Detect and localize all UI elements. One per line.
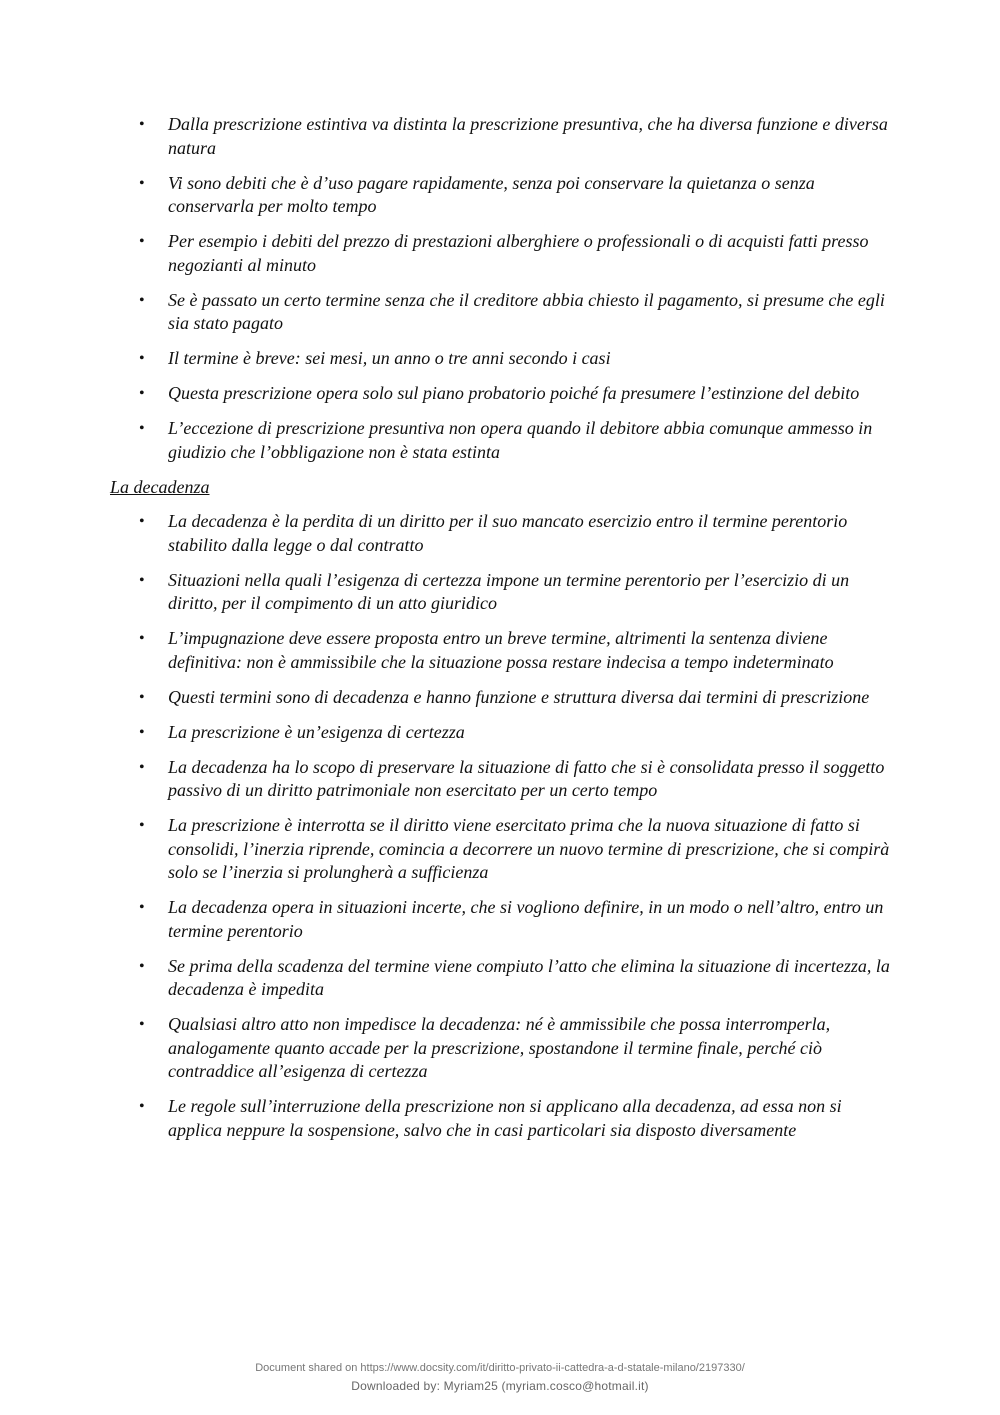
- list-item: [110, 510, 890, 557]
- list-item: [110, 955, 890, 1002]
- bullet-icon: •: [139, 1098, 145, 1115]
- bullet-icon: •: [139, 291, 145, 309]
- bullet-icon: •: [139, 233, 145, 250]
- list-item-text: Se prima della scadenza del termine viene compiuto l’atto che elimina la situazione di incertezza, la decadenza è impedita: [168, 955, 890, 999]
- document-body: [110, 113, 890, 1154]
- list-item-text: Qualsiasi altro atto non impedisce la decadenza: né è ammissibile che possa interromperla, analogamente quanto accade per la prescrizione, spostandone il termine finale, perché ciò contraddice all’esigenza di certezza: [168, 1014, 831, 1081]
- list-item-text: La decadenza opera in situazioni incerte, che si vogliono definire, in un modo o nell’altro, entro un termine perentorio: [168, 897, 884, 941]
- bullet-icon: •: [139, 350, 145, 367]
- bullet-icon: •: [139, 385, 145, 402]
- list-item: [110, 686, 890, 710]
- bullet-icon: •: [139, 420, 145, 437]
- bullet-icon: •: [139, 116, 145, 133]
- list-item-text: Questi termini sono di decadenza e hanno funzione e struttura diversa dai termini di prescrizione: [168, 686, 870, 707]
- list-item: [110, 756, 890, 803]
- list-item: [110, 896, 890, 943]
- list-item-text: Per esempio i debiti del prezzo di prestazioni alberghiere o professionali o di acquisti fatti presso negozianti al minuto: [168, 231, 869, 275]
- list-item: [110, 382, 890, 406]
- list-item-text: La prescrizione è un’esigenza di certezza: [168, 721, 465, 742]
- list-item: [110, 1013, 890, 1084]
- list-item: [110, 627, 890, 674]
- bullet-icon: •: [139, 688, 145, 706]
- bullet-icon: •: [139, 513, 145, 530]
- bullet-icon: •: [139, 957, 145, 975]
- bullet-icon: •: [139, 723, 145, 741]
- list-item-text: Situazioni nella quali l’esigenza di certezza impone un termine perentorio per l’esercizio di un diritto, per il compimento di un atto giuridico: [168, 569, 850, 613]
- bullet-icon: •: [139, 1016, 145, 1033]
- list-item: [110, 417, 890, 464]
- list-item-text: Questa prescrizione opera solo sul piano probatorio poiché fa presumere l’estinzione del debito: [168, 383, 860, 403]
- list-item: [110, 721, 890, 745]
- list-item-text: Dalla prescrizione estintiva va distinta la prescrizione presuntiva, che ha diversa funzione e diversa natura: [168, 114, 888, 158]
- bullet-icon: •: [139, 174, 145, 192]
- list-item-text: Le regole sull’interruzione della prescrizione non si applicano alla decadenza, ad essa non si applica neppure la sospensione, salvo che in casi particolari sia disposto diversamente: [168, 1096, 842, 1140]
- list-item: [110, 814, 890, 885]
- bullet-icon: •: [139, 758, 145, 776]
- bullet-icon: •: [139, 899, 145, 916]
- list-item: [110, 1095, 890, 1142]
- list-item-text: Vi sono debiti che è d’uso pagare rapidamente, senza poi conservare la quietanza o senza conservarla per molto tempo: [168, 172, 815, 216]
- footer-downloaded-by: Downloaded by: Myriam25 (myriam.cosco@hotmail.it): [351, 1379, 649, 1393]
- list-item: [110, 569, 890, 616]
- list-item-text: Il termine è breve: sei mesi, un anno o tre anni secondo i casi: [168, 348, 611, 368]
- list-item-text: L’impugnazione deve essere proposta entro un breve termine, altrimenti la sentenza diviene definitiva: non è ammissibile che la situazione possa restare indecisa a tempo indeterminato: [168, 628, 834, 672]
- bullet-icon: •: [139, 571, 145, 589]
- list-item: [110, 172, 890, 219]
- list-item: [110, 230, 890, 277]
- list-item-text: L’eccezione di prescrizione presuntiva non opera quando il debitore abbia comunque ammesso in giudizio che l’obbligazione non è stata estinta: [168, 418, 873, 462]
- list-item: [110, 289, 890, 336]
- bullet-list-decadenza: [110, 510, 890, 1142]
- bullet-list-prescrizione-presuntiva: [110, 113, 890, 464]
- footer-shared-link[interactable]: Document shared on https://www.docsity.com/it/diritto-privato-ii-cattedra-a-d-statale-milano/2197330/: [255, 1362, 745, 1374]
- bullet-icon: •: [139, 817, 145, 834]
- list-item-text: La decadenza è la perdita di un diritto per il suo mancato esercizio entro il termine perentorio stabilito dalla legge o dal contratto: [168, 511, 848, 555]
- list-item-text: Se è passato un certo termine senza che il creditore abbia chiesto il pagamento, si presume che egli sia stato pagato: [168, 289, 885, 333]
- list-item-text: La prescrizione è interrotta se il diritto viene esercitato prima che la nuova situazione di fatto si consolidi, l’inerzia riprende, comincia a decorrere un nuovo termine di prescrizione, che si compirà solo se l’inerzia si prolungherà a sufficienza: [168, 815, 890, 882]
- list-item-text: La decadenza ha lo scopo di preservare la situazione di fatto che si è consolidata presso il soggetto passivo di un diritto patrimoniale non esercitato per un certo tempo: [168, 756, 885, 800]
- section-heading-decadenza: La decadenza: [110, 476, 210, 497]
- bullet-icon: •: [139, 630, 145, 647]
- list-item: [110, 347, 890, 371]
- list-item: [110, 113, 890, 160]
